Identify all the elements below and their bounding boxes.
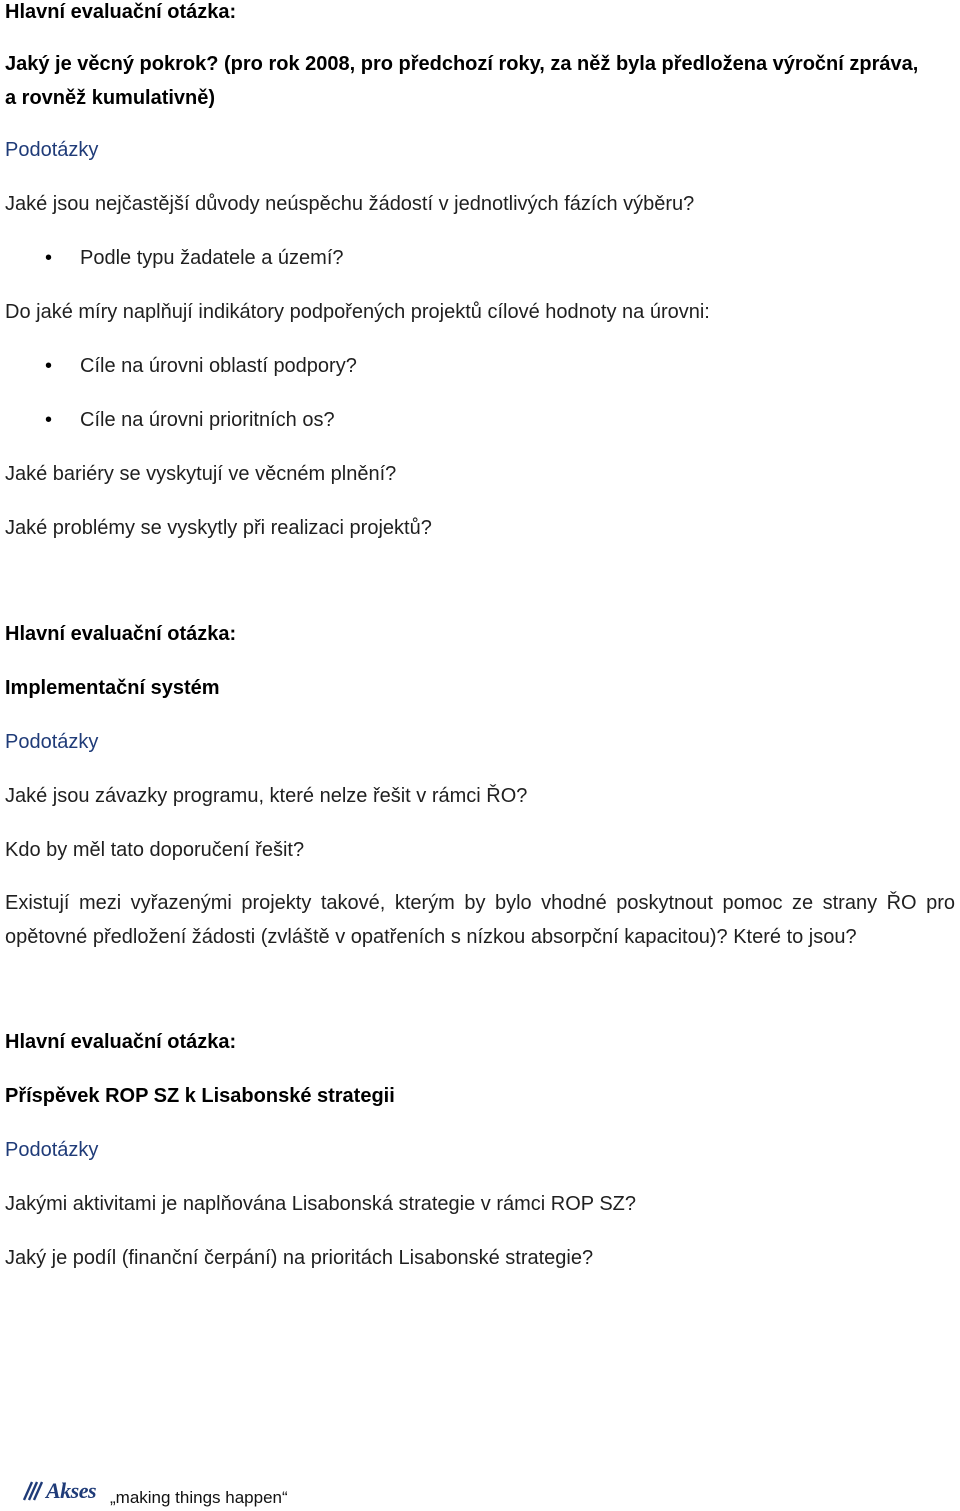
section1-item-3: Jaké bariéry se vyskytují ve věcném plnění? <box>5 463 397 485</box>
section1-item-1: Jaké jsou nejčastější důvody neúspěchu žádostí v jednotlivých fázích výběru? <box>5 193 695 215</box>
section1-question-cont: a rovněž kumulativně) <box>5 87 216 109</box>
section3-subquestions-label: Podotázky <box>5 1139 99 1161</box>
section1-subquestions-label: Podotázky <box>5 139 99 161</box>
akses-logo-mark-icon <box>22 1480 46 1502</box>
section1-bullet-3: Cíle na úrovni prioritních os? <box>80 409 335 431</box>
section1-bullet-1: Podle typu žadatele a území? <box>80 247 344 269</box>
footer-tagline: „making things happen“ <box>110 1488 288 1507</box>
bullet-icon: • <box>45 355 53 377</box>
section2-question: Implementační systém <box>5 677 220 699</box>
section1-item-2: Do jaké míry naplňují indikátory podpořených projektů cílové hodnoty na úrovni: <box>5 301 710 323</box>
bullet-icon: • <box>45 247 53 269</box>
section3-item-1: Jakými aktivitami je naplňována Lisabonská strategie v rámci ROP SZ? <box>5 1193 637 1215</box>
section1-item-4: Jaké problémy se vyskytly při realizaci projektů? <box>5 517 432 539</box>
section2-item-3: Existují mezi vyřazenými projekty takové, kterým by bylo vhodné poskytnout pomoc ze strany ŘO pro opětovné předložení žádosti (zvláště v opatřeních s nízkou absorpční kapacitou)? Které to jsou? <box>5 892 955 948</box>
bullet-icon: • <box>45 409 53 431</box>
footer <box>22 1478 322 1508</box>
section3-item-2: Jaký je podíl (finanční čerpání) na prioritách Lisabonské strategie? <box>5 1247 594 1269</box>
section2-item-2: Kdo by měl tato doporučení řešit? <box>5 839 305 861</box>
section3-question: Příspěvek ROP SZ k Lisabonské strategii <box>5 1085 395 1107</box>
section1-question: Jaký je věcný pokrok? (pro rok 2008, pro předchozí roky, za něž byla předložena výroční zpráva, <box>5 53 919 75</box>
section2-subquestions-label: Podotázky <box>5 731 99 753</box>
section1-heading: Hlavní evaluační otázka: <box>5 1 237 23</box>
section2-item-1: Jaké jsou závazky programu, které nelze řešit v rámci ŘO? <box>5 785 528 807</box>
section3-heading: Hlavní evaluační otázka: <box>5 1031 237 1053</box>
section1-bullet-2: Cíle na úrovni oblastí podpory? <box>80 355 357 377</box>
akses-logo-text: Akses <box>46 1478 97 1503</box>
section2-heading: Hlavní evaluační otázka: <box>5 623 237 645</box>
